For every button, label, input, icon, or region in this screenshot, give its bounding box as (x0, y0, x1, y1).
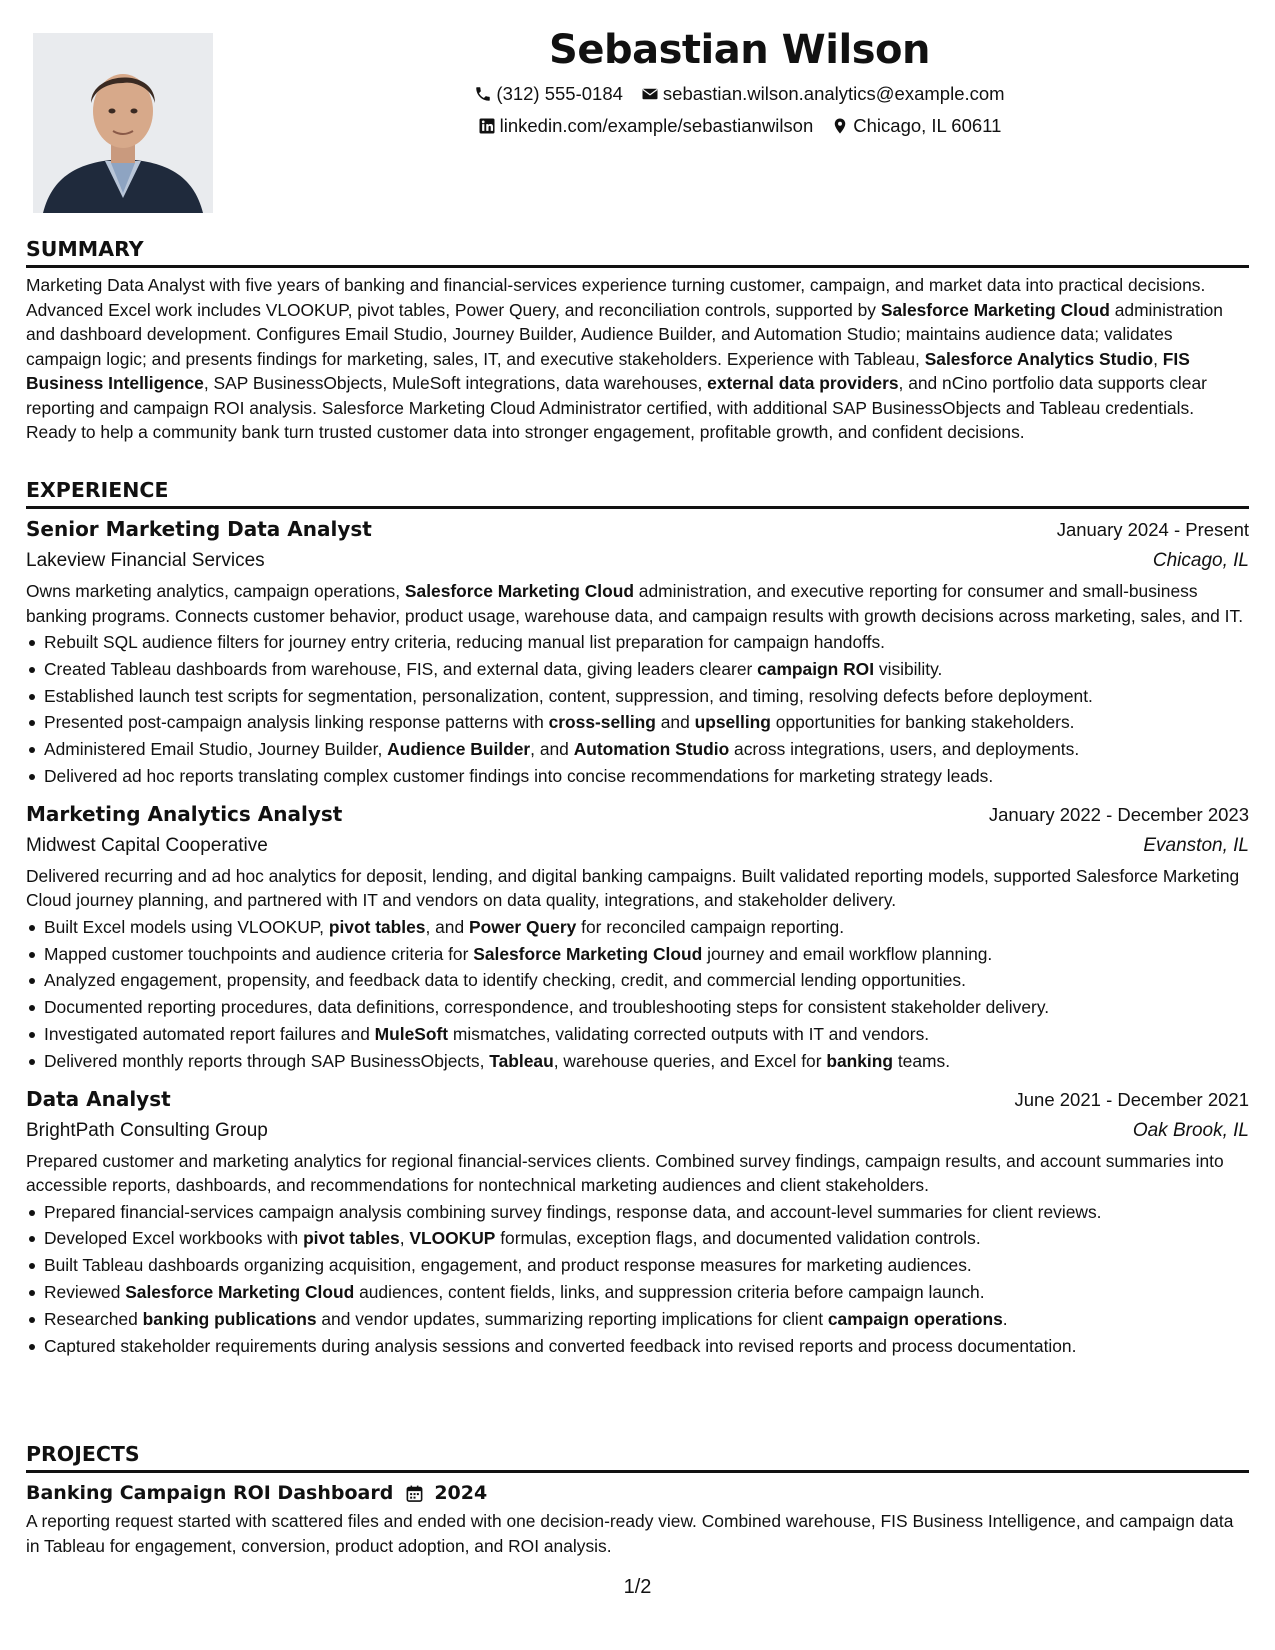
projects-heading: PROJECTS (26, 1441, 1249, 1473)
phone-text[interactable]: (312) 555-0184 (496, 83, 623, 104)
job-bullets (26, 1199, 1249, 1360)
job-title: Senior Marketing Data Analyst (26, 517, 372, 541)
contact-linkedin (478, 110, 814, 142)
candidate-name: Sebastian Wilson (549, 27, 930, 73)
summary-heading: SUMMARY (26, 236, 1249, 268)
experience-heading: EXPERIENCE (26, 477, 1249, 509)
job-senior-marketing-data-analyst (26, 514, 1249, 790)
job-dates: June 2021 - December 2021 (1014, 1088, 1249, 1110)
list-item: Created Tableau dashboards from warehouse, FIS, and external data, giving leaders clearer campaign ROI visibility. (26, 656, 1249, 683)
job-description: Prepared customer and marketing analytics for regional financial-services clients. Combined survey findings, campaign results, and account summaries into accessible reports, dashboards, and recommendations for nontechnical marketing audiences and client stakeholders. (26, 1150, 1224, 1196)
list-item: Presented post-campaign analysis linking response patterns with cross-selling and upselling opportunities for banking stakeholders. (26, 709, 1249, 736)
job-location: Chicago, IL (1152, 550, 1249, 571)
summary-text: Marketing Data Analyst with five years of banking and financial-services experience turning customer, campaign, and market data into practical decisions. Advanced Excel work includes VLOOKUP, pivot tables, Power Query, and reconciliation controls, supported by Salesforce Marketing Cloud administration and dashboard development. Configures Email Studio, Journey Builder, Audience Builder, and Automation Studio; maintains audience data; validates campaign logic; and presents findings for marketing, sales, IT, and executive stakeholders. Experience with Tableau, Salesforce Analytics Studio, FIS Business Intelligence, SAP BusinessObjects, MuleSoft integrations, data warehouses, external data providers, and nCino portfolio data supports clear reporting and campaign ROI analysis. Salesforce Marketing Cloud Administrator certified, with additional SAP BusinessObjects and Tableau credentials. Ready to help a community bank turn trusted customer data into stronger engagement, profitable growth, and confident decisions. (26, 275, 1223, 442)
contact-line-2 (230, 110, 1249, 142)
list-item: Reviewed Salesforce Marketing Cloud audiences, content fields, links, and suppression criteria before campaign launch. (26, 1279, 1249, 1306)
job-bullets (26, 914, 1249, 1075)
list-item: Mapped customer touchpoints and audience criteria for Salesforce Marketing Cloud journey and email workflow planning. (26, 941, 1249, 968)
contact-location (831, 110, 1001, 142)
contact-phone (474, 78, 623, 110)
project-description: A reporting request started with scattered files and ended with one decision-ready view. Combined warehouse, FIS Business Intelligence, and campaign data in Tableau for engagement, conversion, product adoption, and ROI analysis. (26, 1511, 1234, 1556)
job-company: BrightPath Consulting Group (26, 1119, 268, 1141)
job-description: Delivered recurring and ad hoc analytics for deposit, lending, and digital banking campaigns. Built validated reporting models, supported Salesforce Marketing Cloud journey planning, and partnered with IT and vendors on data quality, integrations, and stakeholder delivery. (26, 865, 1240, 911)
job-dates: January 2024 - Present (1056, 519, 1249, 540)
job-dates: January 2022 - December 2023 (988, 803, 1249, 825)
location-text: Chicago, IL 60611 (853, 115, 1002, 136)
job-marketing-analytics-analyst (26, 799, 1249, 1075)
job-title: Data Analyst (26, 1086, 171, 1111)
profile-photo (33, 33, 213, 213)
page-number: 1/2 (623, 1576, 652, 1598)
list-item: Documented reporting procedures, data definitions, correspondence, and troubleshooting steps for consistent stakeholder delivery. (26, 994, 1249, 1021)
job-location: Evanston, IL (1143, 834, 1249, 856)
linkedin-text[interactable]: linkedin.com/example/sebastianwilson (499, 115, 814, 136)
project-year: 2024 (434, 1482, 488, 1504)
job-company: Lakeview Financial Services (26, 550, 265, 571)
resume-header (230, 22, 1249, 142)
job-bullets (26, 629, 1249, 790)
envelope-icon (641, 85, 659, 103)
job-description: Owns marketing analytics, campaign operations, Salesforce Marketing Cloud administration, and executive reporting for consumer and small-business banking programs. Connects customer behavior, product usage, warehouse data, and campaign results with growth decisions across marketing, sales, and IT. (26, 581, 1244, 626)
list-item: Rebuilt SQL audience filters for journey entry criteria, reducing manual list preparation for campaign handoffs. (26, 629, 1249, 656)
summary-section (26, 236, 1249, 445)
list-item: Researched banking publications and vendor updates, summarizing reporting implications for client campaign operations. (26, 1306, 1249, 1333)
list-item: Captured stakeholder requirements during analysis sessions and converted feedback into revised reports and process documentation. (26, 1333, 1249, 1360)
list-item: Prepared financial-services campaign analysis combining survey findings, response data, and account-level summaries for client reviews. (26, 1199, 1249, 1226)
list-item: Analyzed engagement, propensity, and feedback data to identify checking, credit, and commercial lending opportunities. (26, 967, 1249, 994)
list-item: Investigated automated report failures and MuleSoft mismatches, validating corrected outputs with IT and vendors. (26, 1021, 1249, 1048)
contact-email (641, 78, 1005, 110)
project-banking-campaign-roi-dashboard (26, 1478, 1249, 1509)
map-pin-icon (831, 117, 849, 135)
email-text[interactable]: sebastian.wilson.analytics@example.com (662, 83, 1005, 104)
list-item: Built Excel models using VLOOKUP, pivot tables, and Power Query for reconciled campaign reporting. (26, 914, 1249, 941)
project-title: Banking Campaign ROI Dashboard (26, 1482, 394, 1504)
projects-section (26, 1441, 1249, 1558)
experience-section (26, 477, 1249, 1359)
list-item: Delivered monthly reports through SAP BusinessObjects, Tableau, warehouse queries, and Excel for banking teams. (26, 1048, 1249, 1075)
list-item: Built Tableau dashboards organizing acquisition, engagement, and product response measures for marketing audiences. (26, 1252, 1249, 1279)
job-title: Marketing Analytics Analyst (26, 801, 343, 826)
profile-photo-graphic (33, 33, 213, 213)
list-item: Developed Excel workbooks with pivot tables, VLOOKUP formulas, exception flags, and documented validation controls. (26, 1225, 1249, 1252)
linkedin-icon (478, 117, 496, 135)
job-company: Midwest Capital Cooperative (26, 834, 268, 856)
contact-line-1 (230, 78, 1249, 110)
calendar-icon (405, 1484, 424, 1503)
job-location: Oak Brook, IL (1132, 1119, 1249, 1141)
job-data-analyst (26, 1084, 1249, 1360)
phone-icon (474, 85, 492, 103)
list-item: Delivered ad hoc reports translating complex customer findings into concise recommendations for marketing strategy leads. (26, 763, 1249, 790)
list-item: Established launch test scripts for segmentation, personalization, content, suppression, and timing, resolving defects before deployment. (26, 683, 1249, 710)
list-item: Administered Email Studio, Journey Builder, Audience Builder, and Automation Studio across integrations, users, and deployments. (26, 736, 1249, 763)
